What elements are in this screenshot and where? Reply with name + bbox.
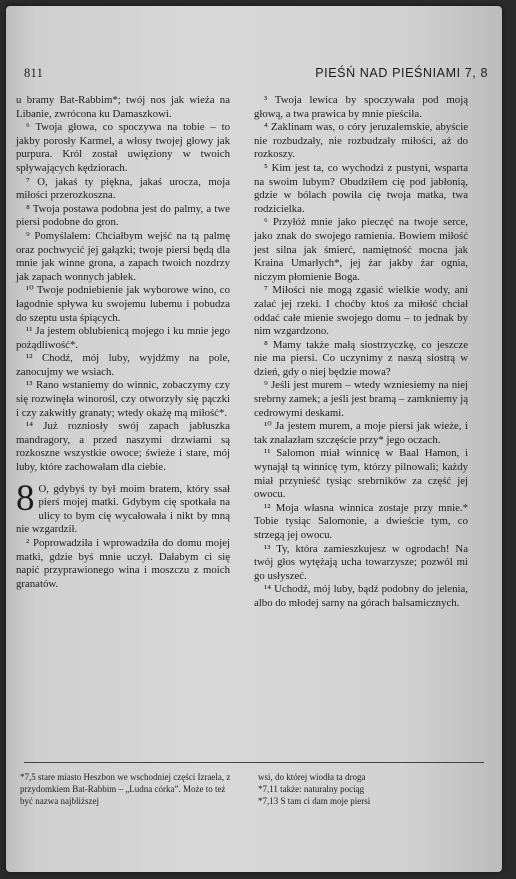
verse-paragraph: ¹⁴ Już rozniosły swój zapach jabłuszka mandragory, a przed naszymi drzwiami są rozkoszne wszystkie owoce; świeże i stare, mój luby, które zachowałam dla ciebie. — [16, 420, 230, 474]
verse-paragraph: ⁶ Twoja głowa, co spoczywa na tobie – to jakby porosły Karmel, a włosy twojej głowy jak purpura. Król został uwięziony w twoich spływających kędziorach. — [16, 121, 230, 174]
verse-paragraph: ¹³ Ty, która zamieszkujesz w ogrodach! Na twój głos wytężają ucha towarzysze; pozwól mi go usłyszeć. — [254, 542, 468, 582]
page-number: 811 — [24, 66, 44, 80]
footnote-divider — [24, 762, 484, 763]
verse-paragraph: ¹⁴ Uchodź, mój luby, bądź podobny do jelenia, albo do młodej sarny na górach balsamicznych. — [254, 583, 468, 609]
verse-paragraph: ¹³ Rano wstaniemy do winnic, zobaczymy czy się rozwinęła winorośl, czy otworzyły się pączki i czy zakwitły granaty; wtedy okażę mą miłość*. — [16, 379, 230, 419]
verse-paragraph: ¹⁰ Ja jestem murem, a moje piersi jak wieże, i tak znalazłam szczęście przy* jego oczach. — [254, 420, 468, 446]
verse-paragraph: ¹¹ Salomon miał winnicę w Baal Hamon, i wynajął tą winnicę tym, którzy pilnowali; każdy miał przynieść tysiąc srebrników za część jej owocu. — [254, 447, 468, 501]
chapter-start — [16, 477, 230, 537]
verse-paragraph: u bramy Bat-Rabbim*; twój nos jak wieża na Libanie, zwrócona ku Damaszkowi. — [16, 94, 230, 120]
footnote: *7,13 S tam ci dam moje piersi — [258, 796, 371, 806]
book-page — [6, 6, 502, 872]
page-header — [24, 66, 488, 86]
verse-paragraph: ¹² Chodź, mój luby, wyjdźmy na pole, zanocujmy we wsiach. — [16, 352, 230, 378]
verse-paragraph: ⁵ Kim jest ta, co wychodzi z pustyni, wsparta na swoim lubym? Obudziłem cię pod jabłonią, gdzie w bólach powiła cię twoja matka, twa rodzicielka. — [254, 161, 468, 215]
verse-paragraph: ¹¹ Ja jestem oblubienicą mojego i ku mnie jego pożądliwość*. — [16, 325, 230, 351]
verse-paragraph: ⁴ Zaklinam was, o córy jeruzalemskie, abyście nie rozbudzały, nie rozbudzały miłości, aż do rozkoszy. — [254, 121, 468, 161]
footnote: *7,11 także: naturalny pociąg — [258, 784, 365, 794]
footnote: wsi, do której wiodła ta droga — [258, 772, 366, 782]
verse-text: O, gdybyś ty był moim bratem, który ssał pierś mojej matki. Gdybym cię spotkała na ulicy to bym cię wycałowała i nikt by mną nie wzgardził. — [16, 482, 230, 536]
verse-paragraph: ³ Twoja lewica by spoczywała pod moją głową, a twa prawica by mnie pieściła. — [254, 94, 468, 120]
verse-paragraph: ⁹ Jeśli jest murem – wtedy wzniesiemy na niej srebrny zamek; a jeśli jest bramą – zamkniemy ją cedrowymi deskami. — [254, 379, 468, 419]
verse-paragraph: ⁸ Twoja postawa podobna jest do palmy, a twe piersi podobne do gron. — [16, 202, 230, 229]
verse-paragraph: ⁸ Mamy także małą siostrzyczkę, co jeszcze nie ma piersi. Co uczynimy z naszą siostrą w dzień, gdy o niej będzie mowa? — [254, 338, 468, 378]
verse-paragraph: ⁷ O, jakaś ty piękna, jakaś urocza, moja miłości przerozkoszna. — [16, 175, 230, 202]
verse-paragraph: ¹⁰ Twoje podniebienie jak wyborowe wino, co łagodnie spływa ku swojemu lubemu i pobudza do szeptu usta śpiących. — [16, 284, 230, 324]
footnote: *7,5 stare miasto Heszbon we wschodniej części Izraela, z przydomkiem Bat-Rabbim – „Ludna córka”. Może to też być nazwa najbliższej — [20, 772, 231, 806]
verse-paragraph: ¹² Moja własna winnica zostaje przy mnie.* Tobie tysiąc Salomonie, a dwieście tym, co strzegą jej owocu. — [254, 501, 468, 541]
chapter-number: 8 — [16, 477, 35, 519]
right-column — [254, 94, 468, 611]
verse-paragraph: ⁹ Pomyślałem: Chciałbym wejść na tą palmę oraz pochwycić jej gałązki; twoje piersi będą dla mnie jak winne grona, a zapach twoich nozdrzy jak zapach wonnych jabłek. — [16, 229, 230, 283]
running-title: PIEŚŃ NAD PIEŚNIAMI 7, 8 — [315, 66, 488, 80]
verse-paragraph: ² Poprowadziła i wprowadziła do domu mojej matki, gdzie byś mnie uczył. Dałabym ci się napić przyprawionego wina i moszczu z moich granatów. — [16, 537, 230, 590]
footnotes-left — [20, 771, 234, 807]
left-column — [16, 94, 230, 591]
verse-paragraph: ⁶ Przyłóż mnie jako pieczęć na twoje serce, jako znak do swojego ramienia. Bowiem miłość jest silna jak śmierć, namiętność mocna jak Kraina Umarłych*, jej żar jakby żar ognia, niczym płomienie Boga. — [254, 216, 468, 283]
footnotes-right — [258, 771, 478, 807]
verse-paragraph: ⁷ Miłości nie mogą zgasić wielkie wody, ani zalać jej rzeki. I choćby ktoś za miłość chciał oddać całe mienie swojego domu – to jednak by nim wzgardzono. — [254, 284, 468, 338]
